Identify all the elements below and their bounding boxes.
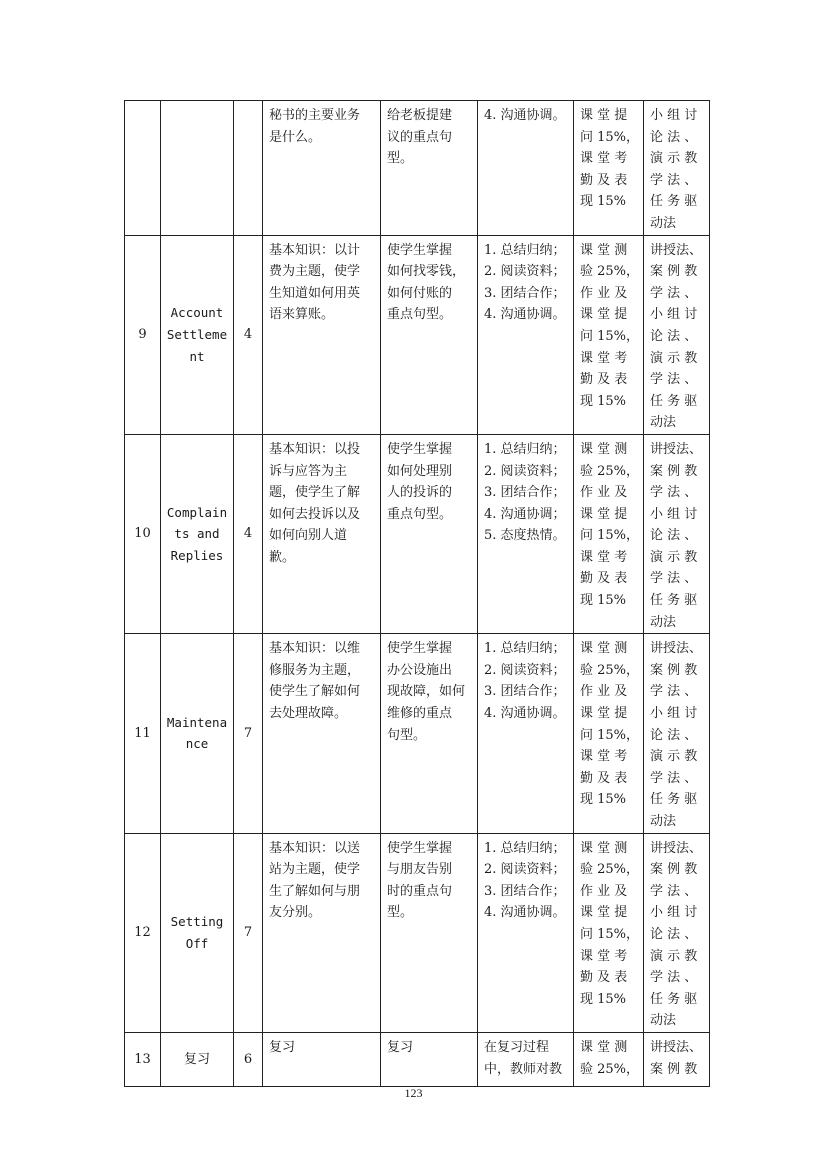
- content-line: 友分别。: [269, 905, 322, 921]
- goal-line: 型。: [387, 905, 414, 921]
- table-row: [125, 101, 710, 236]
- table-body: [125, 101, 710, 1087]
- method-line: 学 法 、: [650, 684, 698, 700]
- method-line: 学 法 、: [650, 172, 698, 188]
- assessment-line: 现 15%: [580, 393, 627, 409]
- goal-line: 使学生掌握: [387, 840, 453, 856]
- content-line: 诉与应答为主: [269, 463, 348, 479]
- method-line: 动法: [650, 814, 677, 829]
- method-line: 案 例 教: [650, 862, 698, 878]
- hours-text: 7: [243, 725, 253, 741]
- method-line: 任 务 驱: [650, 593, 698, 609]
- method-line: 演 示 教: [650, 151, 698, 167]
- hours-text: 7: [243, 924, 253, 940]
- cell-method: [644, 235, 710, 434]
- name-line: 复习: [183, 1051, 210, 1067]
- goal-line: 如何付账的: [387, 285, 453, 301]
- assessment-line: 勤 及 表: [580, 172, 628, 188]
- method-line: 小 组 讨: [650, 506, 698, 522]
- ability-line: 4. 沟通协调。: [484, 706, 566, 722]
- assessment-line: 现 15%: [580, 194, 627, 210]
- content-line: 是什么。: [269, 129, 322, 145]
- goal-line: 人的投诉的: [387, 485, 453, 501]
- goal-line: 使学生掌握: [387, 441, 453, 457]
- method-line: 讲授法、: [650, 242, 703, 258]
- method-line: 论 法 、: [650, 129, 698, 145]
- method-line: 案 例 教: [650, 264, 698, 280]
- assessment-line: 勤 及 表: [580, 372, 628, 388]
- cell-assessment: [574, 1032, 644, 1086]
- cell-hours: [234, 434, 263, 633]
- num-text: 9: [138, 326, 147, 342]
- name-line: nt: [189, 348, 205, 364]
- content-line: 基本知识：以维: [269, 641, 361, 657]
- name-line: Complain: [166, 504, 228, 520]
- ability-line: 3. 团结合作；: [484, 285, 566, 301]
- goal-line: 时的重点句: [387, 883, 453, 899]
- name-line: Setting: [170, 914, 224, 930]
- goal-line: 使学生掌握: [387, 641, 453, 657]
- cell-content: [263, 101, 381, 236]
- cell-goal: [381, 1032, 478, 1086]
- ability-line: 1. 总结归纳；: [484, 441, 566, 457]
- ability-line: 1. 总结归纳；: [484, 840, 566, 856]
- method-line: 任 务 驱: [650, 991, 698, 1007]
- cell-ability: [478, 634, 574, 833]
- cell-ability: [478, 101, 574, 236]
- cell-name: [161, 434, 234, 633]
- method-line: 小 组 讨: [650, 108, 698, 123]
- cell-assessment: [574, 235, 644, 434]
- ability-line: 2. 阅读资料；: [484, 264, 566, 280]
- method-line: 学 法 、: [650, 770, 698, 786]
- table-row: [125, 634, 710, 833]
- ability-line: 4. 沟通协调；: [484, 506, 566, 522]
- assessment-line: 问 15%，: [580, 328, 640, 344]
- assessment-line: 课 堂 测: [580, 840, 628, 856]
- cell-ability: [478, 1032, 574, 1086]
- cell-content: [263, 833, 381, 1032]
- ability-line: 3. 团结合作；: [484, 485, 566, 501]
- page-number: 123: [404, 1086, 423, 1100]
- content-line: 生知道如何用英: [269, 285, 361, 301]
- assessment-line: 验 25%，: [580, 1061, 640, 1077]
- cell-ability: [478, 833, 574, 1032]
- ability-line: 4. 沟通协调。: [484, 108, 566, 123]
- assessment-line: 课 堂 提: [580, 506, 628, 522]
- name-line: Off: [185, 935, 209, 951]
- method-line: 案 例 教: [650, 662, 698, 678]
- ability-line: 2. 阅读资料；: [484, 662, 566, 678]
- content-line: 费为主题，使学: [269, 264, 361, 280]
- method-line: 讲授法、: [650, 840, 703, 856]
- assessment-line: 验 25%，: [580, 662, 640, 678]
- assessment-line: 课 堂 考: [580, 948, 628, 964]
- ability-line: 3. 团结合作；: [484, 684, 566, 700]
- cell-content: [263, 434, 381, 633]
- num-text: 11: [134, 725, 151, 741]
- cell-hours: [234, 833, 263, 1032]
- cell-ability: [478, 434, 574, 633]
- assessment-line: 验 25%，: [580, 264, 640, 280]
- cell-hours: [234, 101, 263, 236]
- cell-hours: [234, 1032, 263, 1086]
- assessment-line: 勤 及 表: [580, 571, 628, 587]
- assessment-line: 课 堂 测: [580, 641, 628, 657]
- name-line: Replies: [170, 547, 224, 563]
- assessment-line: 作 业 及: [580, 485, 628, 501]
- goal-line: 如何找零钱，: [387, 264, 466, 280]
- method-line: 讲授法、: [650, 1039, 703, 1055]
- goal-line: 办公设施出: [387, 662, 453, 678]
- content-line: 如何去投诉以及: [269, 506, 361, 522]
- goal-line: 议的重点句: [387, 129, 453, 145]
- ability-line: 4. 沟通协调。: [484, 307, 566, 323]
- method-line: 动法: [650, 415, 677, 431]
- method-line: 论 法 、: [650, 328, 698, 344]
- assessment-line: 问 15%，: [580, 129, 640, 145]
- table-row: [125, 235, 710, 434]
- cell-num: [125, 434, 161, 633]
- content-line: 题，使学生了解: [269, 485, 361, 501]
- method-line: 案 例 教: [650, 1061, 698, 1077]
- cell-method: [644, 1032, 710, 1086]
- syllabus-table: [124, 100, 710, 1087]
- assessment-line: 作 业 及: [580, 883, 628, 899]
- goal-line: 如何处理别: [387, 463, 453, 479]
- method-line: 案 例 教: [650, 463, 698, 479]
- method-line: 演 示 教: [650, 350, 698, 366]
- cell-assessment: [574, 434, 644, 633]
- num-text: 13: [134, 1051, 151, 1067]
- assessment-line: 勤 及 表: [580, 770, 628, 786]
- content-line: 基本知识：以送: [269, 840, 361, 856]
- goal-line: 句型。: [387, 727, 427, 743]
- method-line: 演 示 教: [650, 948, 698, 964]
- method-line: 演 示 教: [650, 549, 698, 565]
- cell-goal: [381, 434, 478, 633]
- cell-name: [161, 634, 234, 833]
- hours-text: 4: [243, 326, 253, 342]
- content-line: 如何向别人道: [269, 528, 348, 544]
- assessment-line: 课 堂 提: [580, 108, 628, 123]
- assessment-line: 作 业 及: [580, 684, 628, 700]
- name-line: Maintena: [166, 714, 228, 730]
- table-row: [125, 434, 710, 633]
- ability-line: 2. 阅读资料；: [484, 463, 566, 479]
- cell-name: [161, 235, 234, 434]
- assessment-line: 勤 及 表: [580, 970, 628, 986]
- goal-line: 重点句型。: [387, 307, 453, 323]
- method-line: 任 务 驱: [650, 393, 698, 409]
- method-line: 小 组 讨: [650, 307, 698, 323]
- goal-line: 现故障，如何: [387, 684, 466, 700]
- method-line: 小 组 讨: [650, 706, 698, 722]
- cell-name: [161, 101, 234, 236]
- content-line: 基本知识：以计: [269, 242, 361, 258]
- method-line: 动法: [650, 1013, 677, 1029]
- name-line: Settleme: [166, 326, 228, 342]
- name-line: ts and: [174, 526, 220, 542]
- cell-assessment: [574, 833, 644, 1032]
- assessment-line: 课 堂 提: [580, 307, 628, 323]
- assessment-line: 课 堂 提: [580, 905, 628, 921]
- goal-line: 使学生掌握: [387, 242, 453, 258]
- assessment-line: 课 堂 提: [580, 706, 628, 722]
- content-line: 使学生了解如何: [269, 684, 361, 700]
- cell-goal: [381, 101, 478, 236]
- hours-text: 6: [243, 1051, 253, 1067]
- assessment-line: 验 25%，: [580, 862, 640, 878]
- method-line: 小 组 讨: [650, 905, 698, 921]
- cell-assessment: [574, 101, 644, 236]
- assessment-line: 课 堂 考: [580, 151, 628, 167]
- cell-assessment: [574, 634, 644, 833]
- goal-line: 给老板提建: [387, 108, 453, 123]
- cell-num: [125, 833, 161, 1032]
- assessment-line: 课 堂 测: [580, 242, 628, 258]
- method-line: 学 法 、: [650, 285, 698, 301]
- hours-text: 4: [243, 526, 253, 542]
- cell-goal: [381, 235, 478, 434]
- cell-method: [644, 101, 710, 236]
- cell-num: [125, 101, 161, 236]
- goal-line: 型。: [387, 151, 414, 167]
- assessment-line: 现 15%: [580, 593, 627, 609]
- method-line: 学 法 、: [650, 970, 698, 986]
- cell-ability: [478, 235, 574, 434]
- method-line: 论 法 、: [650, 926, 698, 942]
- cell-method: [644, 634, 710, 833]
- content-line: 生了解如何与朋: [269, 883, 361, 899]
- content-line: 修服务为主题，: [269, 662, 361, 678]
- method-line: 学 法 、: [650, 883, 698, 899]
- method-line: 论 法 、: [650, 727, 698, 743]
- cell-method: [644, 434, 710, 633]
- ability-line: 中，教师对教: [484, 1061, 563, 1077]
- table-row: [125, 833, 710, 1032]
- assessment-line: 现 15%: [580, 792, 627, 808]
- assessment-line: 课 堂 考: [580, 549, 628, 565]
- cell-method: [644, 833, 710, 1032]
- assessment-line: 问 15%，: [580, 926, 640, 942]
- num-text: 12: [134, 924, 151, 940]
- cell-num: [125, 1032, 161, 1086]
- content-line: 基本知识：以投: [269, 441, 361, 457]
- ability-line: 1. 总结归纳；: [484, 641, 566, 657]
- cell-goal: [381, 634, 478, 833]
- cell-content: [263, 235, 381, 434]
- cell-content: [263, 634, 381, 833]
- num-text: 10: [134, 526, 151, 542]
- content-line: 复习: [269, 1039, 296, 1055]
- cell-content: [263, 1032, 381, 1086]
- method-line: 动法: [650, 215, 677, 231]
- assessment-line: 问 15%，: [580, 528, 640, 544]
- content-line: 歉。: [269, 549, 296, 565]
- cell-name: [161, 833, 234, 1032]
- ability-line: 5. 态度热情。: [484, 528, 566, 544]
- assessment-line: 作 业 及: [580, 285, 628, 301]
- cell-goal: [381, 833, 478, 1032]
- method-line: 任 务 驱: [650, 792, 698, 808]
- content-line: 语来算账。: [269, 307, 335, 323]
- assessment-line: 验 25%，: [580, 463, 640, 479]
- goal-line: 与朋友告别: [387, 862, 453, 878]
- table-row: [125, 1032, 710, 1086]
- method-line: 学 法 、: [650, 372, 698, 388]
- assessment-line: 现 15%: [580, 991, 627, 1007]
- cell-num: [125, 634, 161, 833]
- name-line: nce: [185, 736, 209, 752]
- ability-line: 3. 团结合作；: [484, 883, 566, 899]
- assessment-line: 课 堂 考: [580, 749, 628, 765]
- assessment-line: 课 堂 考: [580, 350, 628, 366]
- ability-line: 4. 沟通协调。: [484, 905, 566, 921]
- goal-line: 维修的重点: [387, 706, 453, 722]
- assessment-line: 课 堂 测: [580, 441, 628, 457]
- method-line: 学 法 、: [650, 571, 698, 587]
- method-line: 学 法 、: [650, 485, 698, 501]
- method-line: 演 示 教: [650, 749, 698, 765]
- method-line: 讲授法、: [650, 641, 703, 657]
- method-line: 论 法 、: [650, 528, 698, 544]
- method-line: 讲授法、: [650, 441, 703, 457]
- method-line: 任 务 驱: [650, 194, 698, 210]
- cell-name: [161, 1032, 234, 1086]
- assessment-line: 问 15%，: [580, 727, 640, 743]
- content-line: 去处理故障。: [269, 706, 348, 722]
- ability-line: 2. 阅读资料；: [484, 862, 566, 878]
- goal-line: 重点句型。: [387, 506, 453, 522]
- cell-hours: [234, 235, 263, 434]
- cell-hours: [234, 634, 263, 833]
- method-line: 动法: [650, 614, 677, 630]
- content-line: 站为主题，使学: [269, 862, 361, 878]
- content-line: 秘书的主要业务: [269, 108, 361, 123]
- name-line: Account: [170, 305, 224, 321]
- ability-line: 1. 总结归纳；: [484, 242, 566, 258]
- ability-line: 在复习过程: [484, 1039, 550, 1055]
- assessment-line: 课 堂 测: [580, 1039, 628, 1055]
- goal-line: 复习: [387, 1039, 414, 1055]
- cell-num: [125, 235, 161, 434]
